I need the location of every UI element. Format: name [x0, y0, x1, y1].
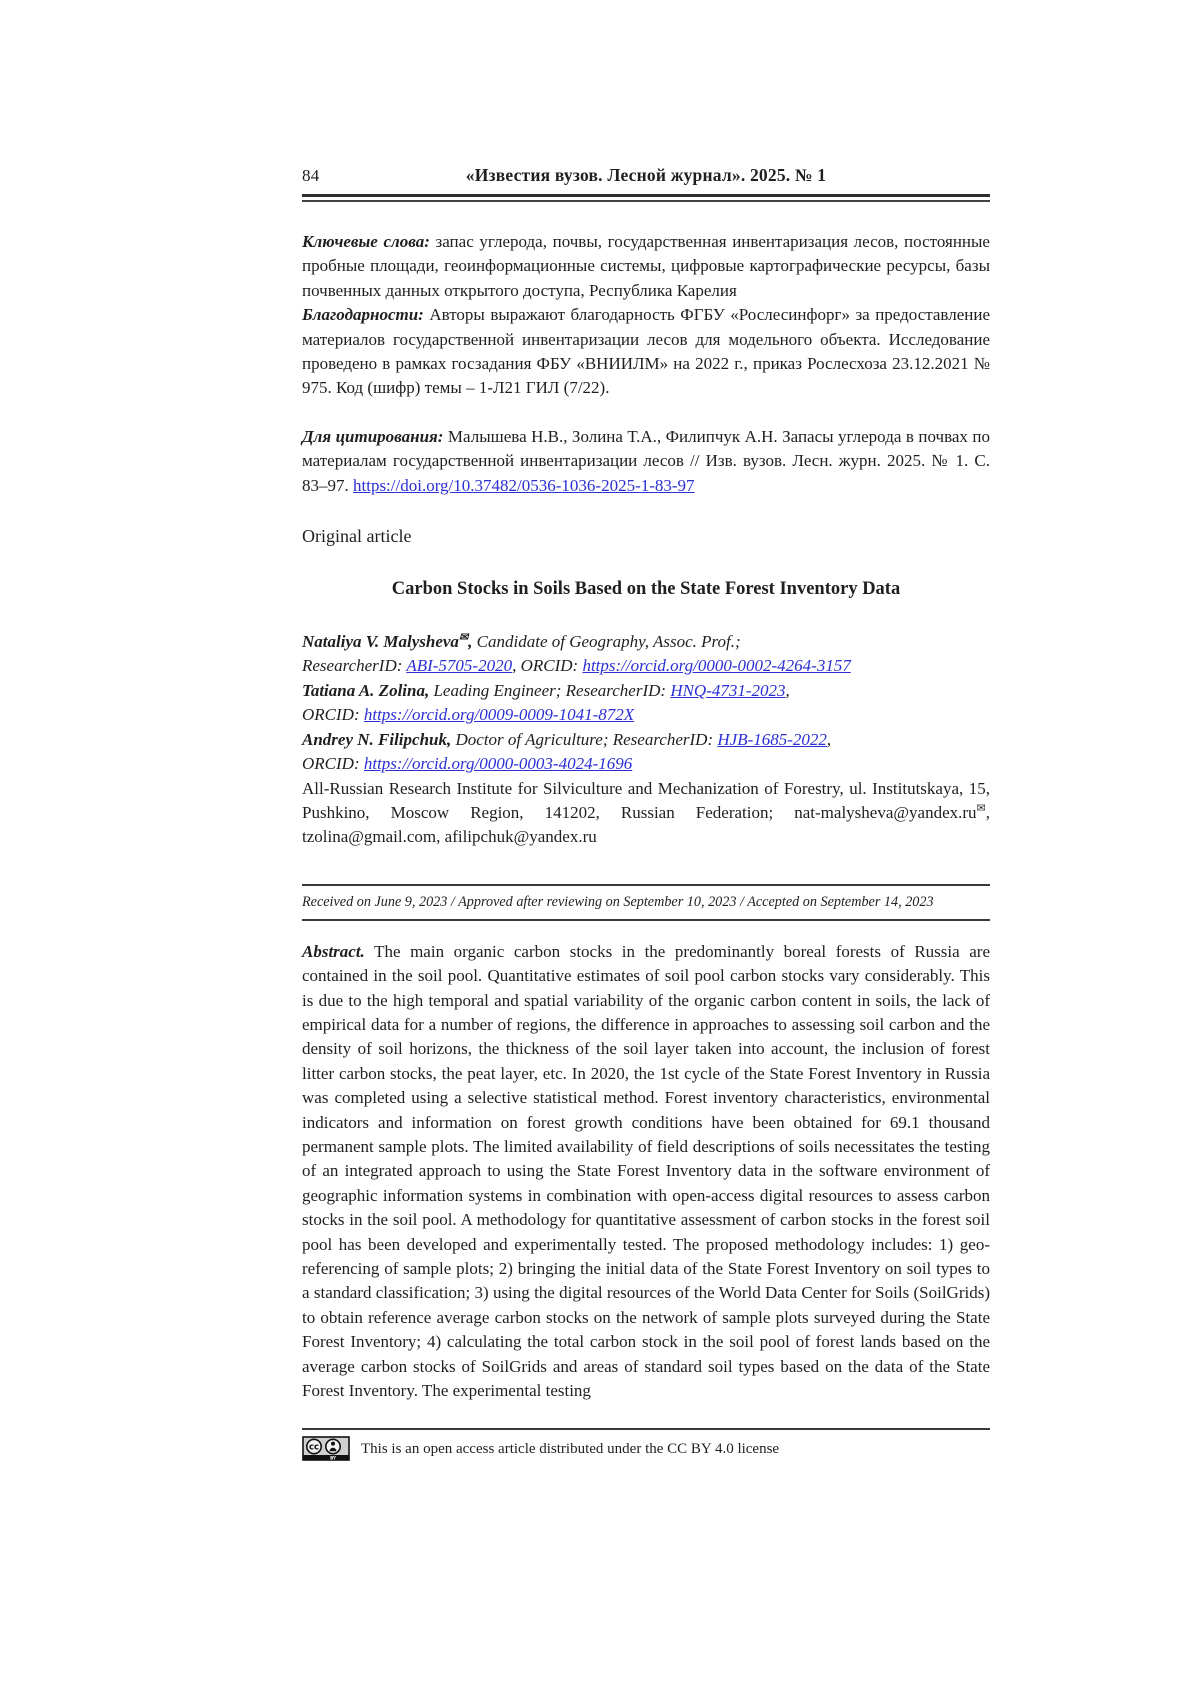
- researcherid-link[interactable]: ABI-5705-2020: [406, 656, 513, 676]
- author-line: [302, 630, 990, 654]
- journal-title: «Известия вузов. Лесной журнал». 2025. № 1: [465, 165, 827, 185]
- author-role: Candidate of Geography, Assoc. Prof.;: [472, 632, 741, 652]
- author-name: Andrey N. Filipchuk,: [302, 729, 452, 749]
- author-ids-line: [302, 703, 990, 727]
- orcid-label: , ORCID:: [512, 656, 583, 676]
- affiliation-emails: , tzolina@gmail.com, afilipchuk@yandex.ru: [302, 802, 990, 847]
- keywords-paragraph: [302, 230, 990, 303]
- affiliation-text: All-Russian Research Institute for Silviculture and Mechanization of Forestry, ul. Institutskaya, 15, Pushkino, Moscow Region, 141202, Russian Federation; nat-malysheva@yandex.ru: [302, 778, 990, 822]
- doi-link[interactable]: https://doi.org/10.37482/0536-1036-2025-1-83-97: [353, 475, 695, 495]
- author-role: Doctor of Agriculture; ResearcherID:: [451, 729, 718, 749]
- dates-line: Received on June 9, 2023 / Approved after reviewing on September 10, 2023 / Accepted on September 14, 2023: [302, 884, 990, 921]
- author-name: Nataliya V. Malysheva: [302, 632, 459, 652]
- researcherid-link[interactable]: HJB-1685-2022: [717, 729, 827, 749]
- svg-text:BY: BY: [330, 1456, 336, 1462]
- footer-rule: [302, 1428, 990, 1430]
- citation-text: Малышева Н.В., Золина Т.А., Филипчук А.Н. Запасы углерода в почвах по материалам государственной инвентаризации лесов // Изв. вузов. Лесн. журн. 2025. № 1. С. 83–97.: [302, 426, 990, 495]
- license-footer: [302, 1428, 990, 1461]
- orcid-label: ORCID:: [302, 705, 364, 725]
- orcid-label: ORCID:: [302, 754, 364, 774]
- abstract-label: Abstract.: [302, 941, 365, 961]
- line-end: ,: [826, 729, 832, 749]
- running-head: [302, 165, 990, 186]
- affiliation: [302, 777, 990, 850]
- authors-block: [302, 630, 990, 850]
- researcherid-link[interactable]: HNQ-4731-2023: [670, 680, 786, 700]
- researcherid-label: ResearcherID:: [302, 656, 407, 676]
- author-line: [302, 679, 990, 703]
- citation-label: Для цитирования:: [302, 426, 444, 446]
- acknowledgements-text: Авторы выражают благодарность ФГБУ «Рослесинфорг» за предоставление материалов государственной инвентаризации лесов для модельного объекта. Исследование проведено в рамках госзадания ФБУ «ВНИИЛМ» на 2022 г., приказ Рослесхоза 23.12.2021 № 975. Код (шифр) темы – 1-Л21 ГИЛ (7/22).: [302, 305, 990, 398]
- page-number: 84: [302, 166, 320, 185]
- orcid-link[interactable]: https://orcid.org/0000-0002-4264-3157: [582, 656, 851, 676]
- author-role: Leading Engineer; ResearcherID:: [429, 680, 671, 700]
- cc-by-icon: [302, 1436, 350, 1461]
- page-content: [302, 0, 990, 1461]
- line-end: ,: [785, 680, 790, 700]
- author-line: [302, 728, 990, 752]
- orcid-link[interactable]: https://orcid.org/0000-0003-4024-1696: [363, 754, 633, 774]
- abstract-text: The main organic carbon stocks in the predominantly boreal forests of Russia are contained in the soil pool. Quantitative estimates of soil pool carbon stocks vary considerably. This is due to the high temporal and spatial variability of the organic carbon content in soils, the lack of empirical data for a number of regions, the difference in approaches to assessing soil carbon and the density of soil horizons, the thickness of the soil layer taken into account, the inclusion of forest litter carbon stocks, the peat layer, etc. In 2020, the 1st cycle of the State Forest Inventory in Russia was completed using a selective statistical method. Forest inventory characteristics, environmental indicators and information on forest growth conditions have been obtained for 69.1 thousand permanent sample plots. The limited availability of field descriptions of soils necessitates the testing of an integrated approach to using the State Forest Inventory data in the software environment of geographic information systems in combination with open-access digital resources to assess carbon stocks in the soil pool. A methodology for quantitative assessment of carbon stocks in the forest soil pool has been developed and experimentally tested. The proposed methodology includes: 1) geo-referencing of sample plots; 2) bringing the initial data of the State Forest Inventory on soil types to a standard classification; 3) using the digital resources of the World Data Center for Soils (SoilGrids) to obtain reference average carbon stocks on the network of sample plots surveyed during the State Forest Inventory; 4) calculating the total carbon stock in the soil pool of forest lands based on the average carbon stocks of SoilGrids and areas of standard soil types based on the data of the State Forest Inventory. The experimental testing: [302, 941, 990, 1401]
- citation-paragraph: [302, 425, 990, 498]
- header-rule: [302, 194, 990, 202]
- author-ids-line: [302, 752, 990, 776]
- keywords-text: запас углерода, почвы, государственная инвентаризация лесов, постоянные пробные площади, геоинформационные системы, цифровые картографические ресурсы, базы почвенных данных открытого доступа, Республика Карелия: [302, 232, 990, 300]
- article-title: Carbon Stocks in Soils Based on the State Forest Inventory Data: [391, 579, 901, 600]
- article-type-label: Original article: [302, 526, 412, 547]
- svg-text:cc: cc: [308, 1443, 320, 1454]
- keywords-label: Ключевые слова:: [302, 232, 430, 251]
- orcid-link[interactable]: https://orcid.org/0009-0009-1041-872X: [363, 705, 635, 725]
- license-text: This is an open access article distributed under the CC BY 4.0 license: [361, 1440, 780, 1457]
- author-ids-line: [302, 654, 990, 678]
- author-name: Tatiana A. Zolina,: [302, 680, 430, 700]
- author-name-comma: ,: [468, 632, 473, 652]
- abstract-paragraph: [302, 940, 990, 1404]
- envelope-icon: ✉: [458, 631, 469, 644]
- acknowledgements-paragraph: [302, 303, 990, 401]
- acknowledgements-label: Благодарности:: [302, 305, 424, 325]
- envelope-icon: ✉: [976, 802, 986, 815]
